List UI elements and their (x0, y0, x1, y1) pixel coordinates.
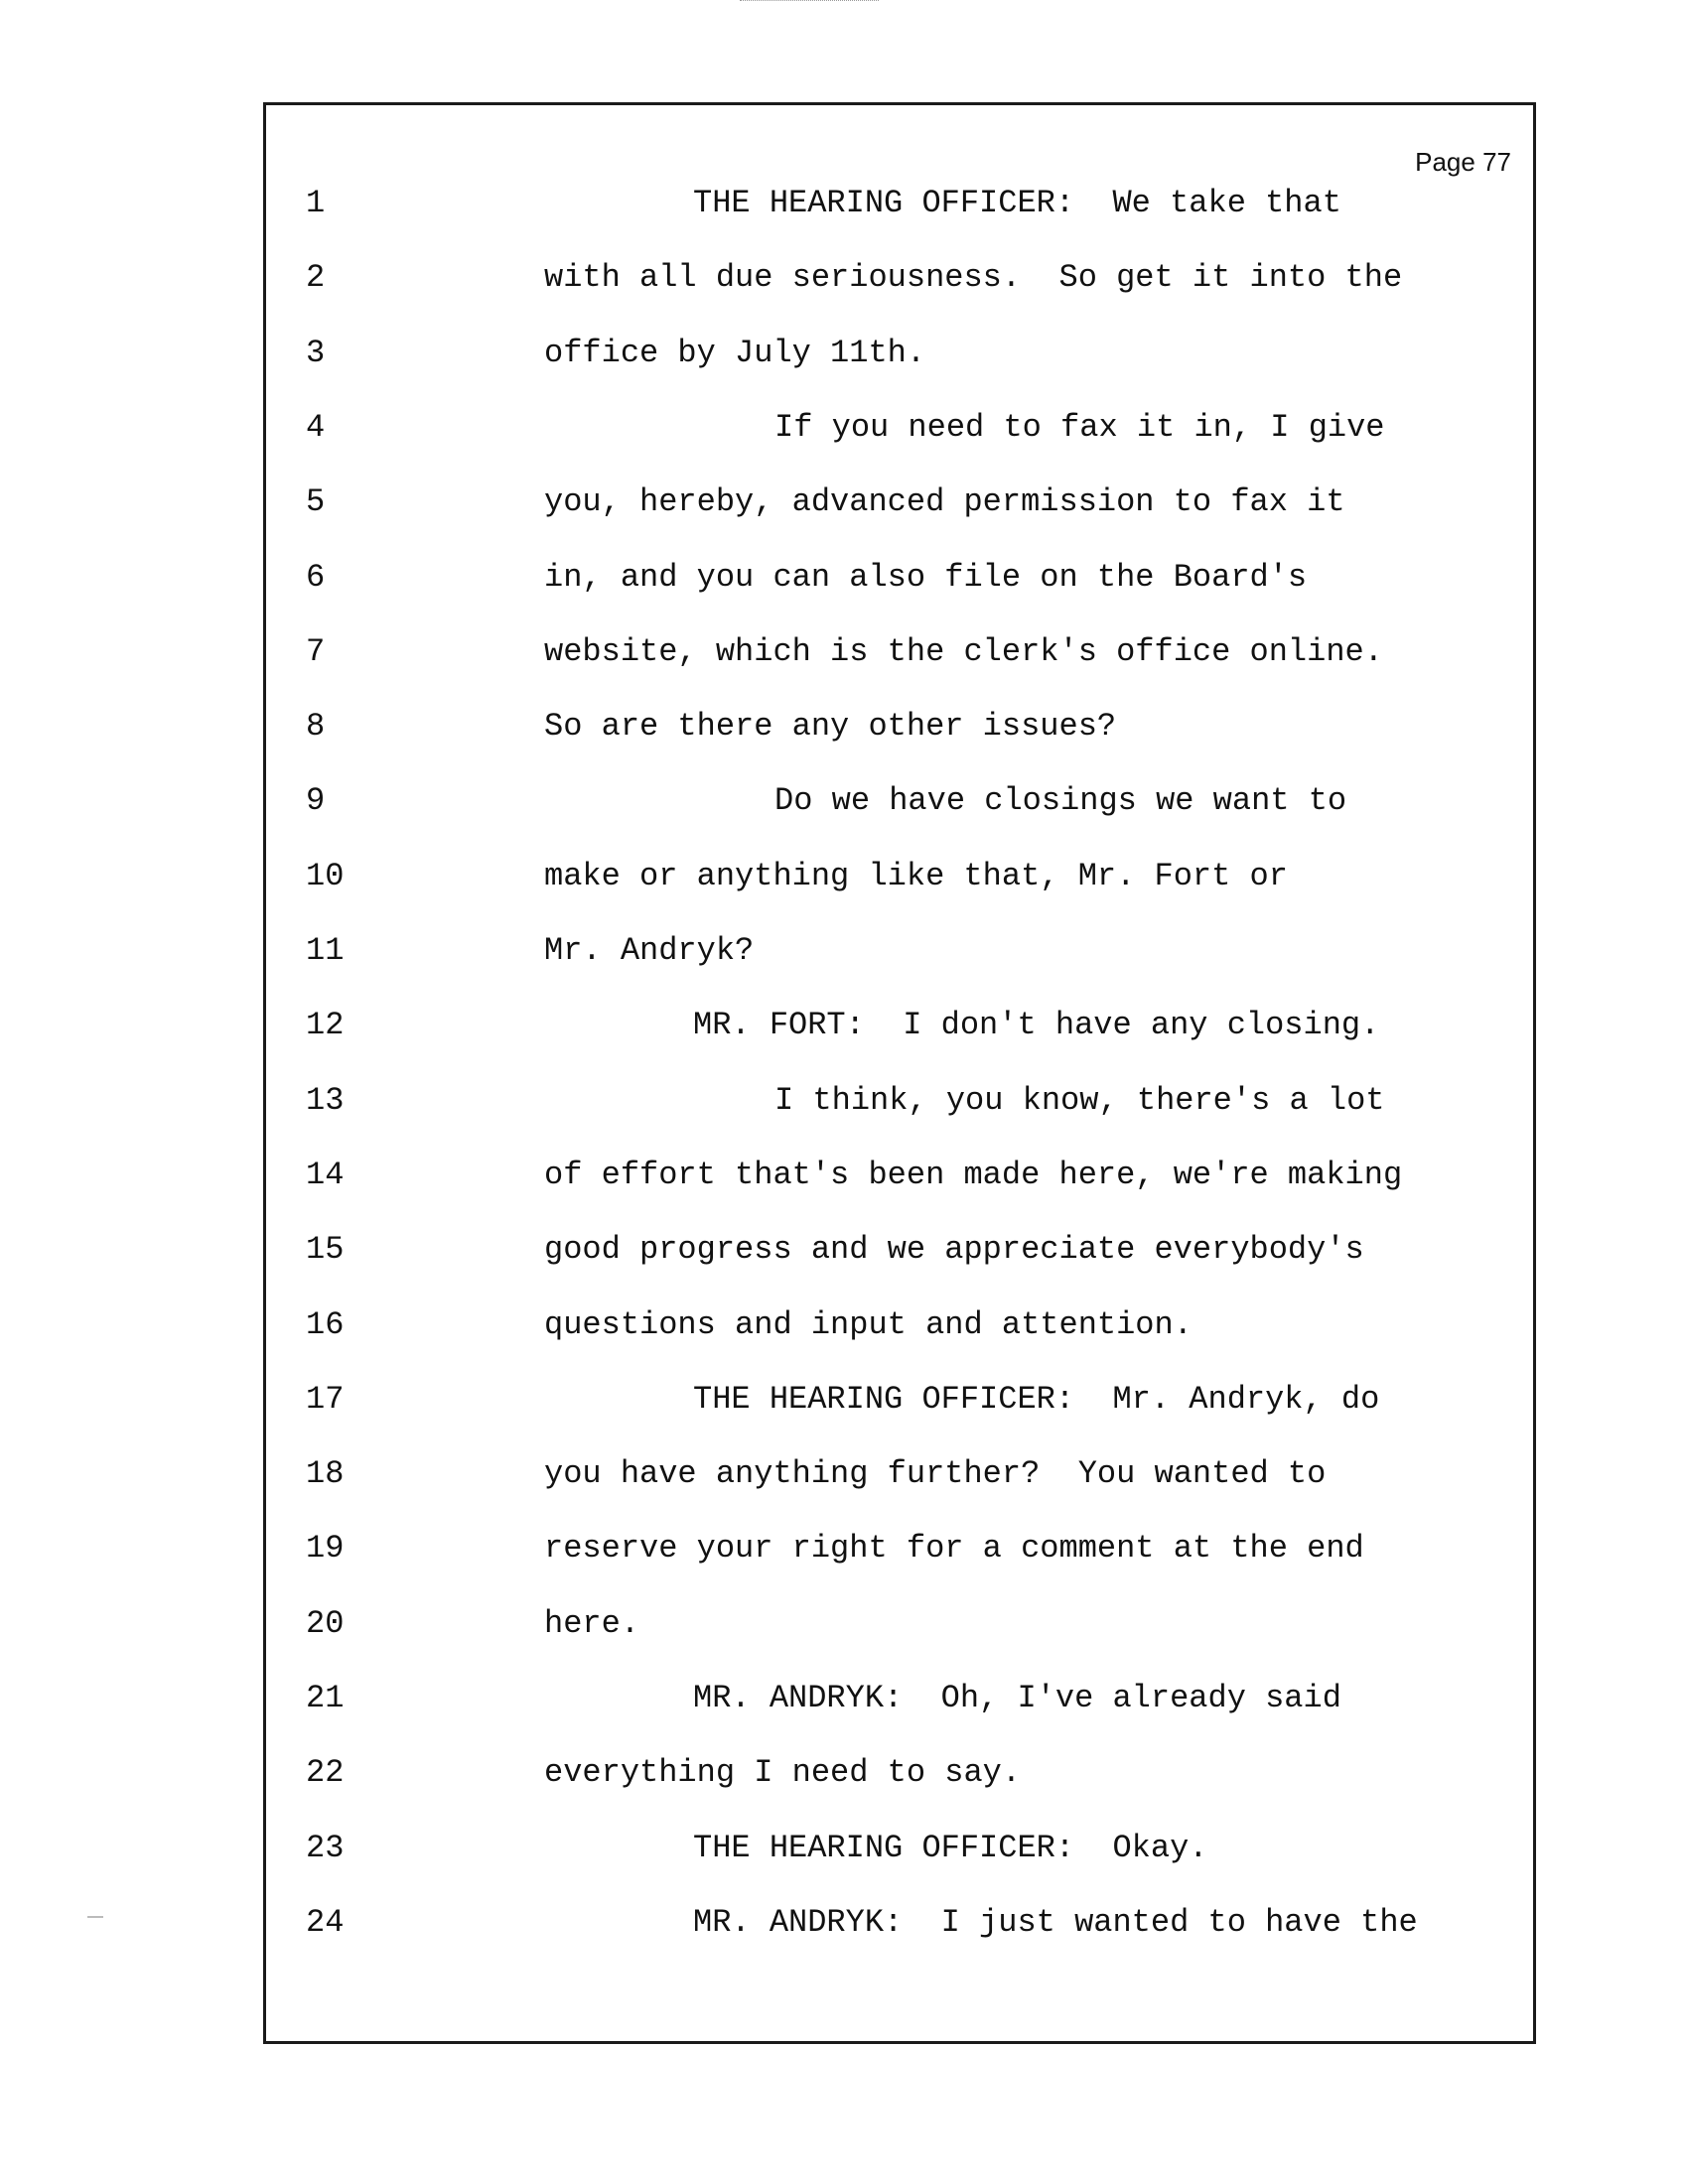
line-number: 2 (306, 259, 326, 297)
line-text: of effort that's been made here, we're making (544, 1156, 1403, 1193)
line-number: 6 (306, 558, 326, 596)
line-text: here. (544, 1604, 640, 1642)
line-text: office by July 11th. (544, 334, 926, 371)
line-number: 12 (306, 1007, 345, 1044)
transcript-line (266, 556, 1533, 615)
transcript-line (266, 630, 1533, 690)
line-text: make or anything like that, Mr. Fort or (544, 857, 1288, 894)
line-text: questions and input and attention. (544, 1305, 1193, 1343)
line-text: good progress and we appreciate everybody's (544, 1231, 1364, 1269)
transcript-line (266, 256, 1533, 316)
transcript-line (266, 779, 1533, 839)
transcript-line (266, 480, 1533, 540)
line-number: 17 (306, 1380, 345, 1418)
line-text: website, which is the clerk's office online. (544, 632, 1383, 670)
line-number: 23 (306, 1829, 345, 1866)
line-number: 10 (306, 857, 345, 894)
line-text: So are there any other issues? (544, 708, 1117, 746)
transcript-line (266, 182, 1533, 241)
line-number: 11 (306, 932, 345, 969)
line-number: 16 (306, 1305, 345, 1343)
transcript-line (266, 705, 1533, 764)
scan-artifact-left (87, 1916, 103, 1918)
line-number: 13 (306, 1081, 345, 1119)
transcript-page (263, 102, 1536, 2044)
line-number: 22 (306, 1754, 345, 1792)
line-text: in, and you can also file on the Board's (544, 558, 1308, 596)
line-text: THE HEARING OFFICER: Okay. (693, 1829, 1208, 1866)
line-number: 20 (306, 1604, 345, 1642)
line-text: Do we have closings we want to (774, 782, 1347, 820)
line-number: 24 (306, 1903, 345, 1941)
line-number: 7 (306, 632, 326, 670)
line-text: THE HEARING OFFICER: Mr. Andryk, do (693, 1380, 1380, 1418)
line-text: with all due seriousness. So get it into the (544, 259, 1403, 297)
transcript-line (266, 1378, 1533, 1437)
line-number: 4 (306, 408, 326, 446)
line-number: 3 (306, 334, 326, 371)
transcript-line (266, 1602, 1533, 1662)
transcript-line (266, 1154, 1533, 1213)
line-number: 18 (306, 1455, 345, 1493)
transcript-line (266, 1751, 1533, 1811)
line-number: 1 (306, 185, 326, 221)
transcript-line (266, 1079, 1533, 1139)
line-number: 15 (306, 1231, 345, 1269)
line-number: 9 (306, 782, 326, 820)
line-number: 19 (306, 1530, 345, 1568)
line-number: 8 (306, 708, 326, 746)
transcript-line (266, 406, 1533, 466)
line-text: you, hereby, advanced permission to fax it (544, 483, 1345, 521)
line-number: 14 (306, 1156, 345, 1193)
transcript-line (266, 1228, 1533, 1288)
transcript-line (266, 332, 1533, 391)
line-text: Mr. Andryk? (544, 932, 755, 969)
transcript-line (266, 1677, 1533, 1736)
transcript-line (266, 1452, 1533, 1512)
line-text: reserve your right for a comment at the end (544, 1530, 1364, 1568)
line-text: everything I need to say. (544, 1754, 1022, 1792)
scan-artifact-top (740, 0, 879, 5)
line-number: 21 (306, 1680, 345, 1716)
line-text: If you need to fax it in, I give (774, 408, 1385, 446)
transcript-line (266, 1901, 1533, 1961)
line-text: MR. FORT: I don't have any closing. (693, 1007, 1380, 1044)
transcript-line (266, 855, 1533, 914)
transcript-line (266, 1004, 1533, 1063)
transcript-line (266, 929, 1533, 989)
transcript-line (266, 1303, 1533, 1363)
page-number: Page 77 (1415, 147, 1511, 177)
line-number: 5 (306, 483, 326, 521)
line-text: THE HEARING OFFICER: We take that (693, 185, 1341, 221)
transcript-line (266, 1527, 1533, 1586)
line-text: you have anything further? You wanted to (544, 1455, 1327, 1493)
transcript-line (266, 1827, 1533, 1886)
line-text: MR. ANDRYK: Oh, I've already said (693, 1680, 1341, 1716)
line-text: I think, you know, there's a lot (774, 1081, 1385, 1119)
line-text: MR. ANDRYK: I just wanted to have the (693, 1903, 1418, 1941)
